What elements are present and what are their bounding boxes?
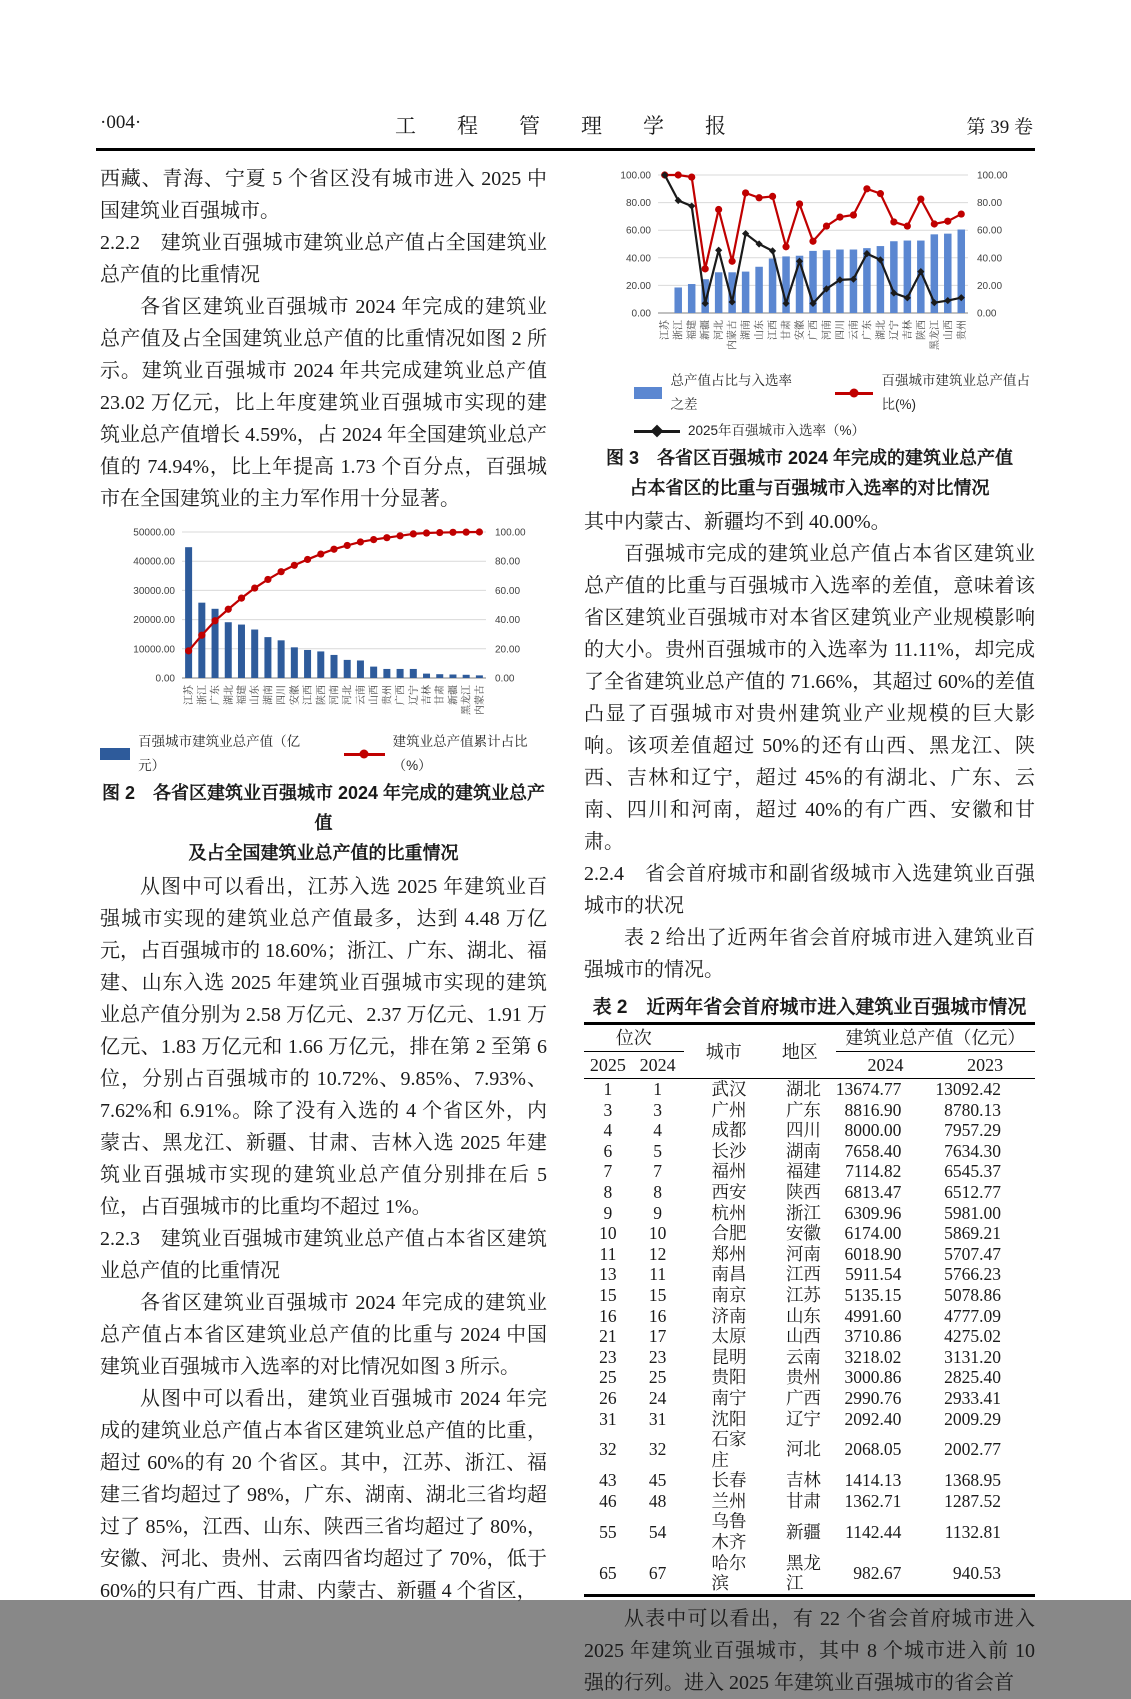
line-swatch-icon xyxy=(835,392,874,395)
svg-text:湖北: 湖北 xyxy=(223,685,235,705)
table-row: 21 17 太原 山西 3710.86 4275.02 xyxy=(599,1326,1001,1347)
svg-text:内蒙古: 内蒙古 xyxy=(727,320,739,350)
svg-text:河南: 河南 xyxy=(821,320,833,340)
fig3-caption: 占本省区的比重与百强城市入选率的对比情况 xyxy=(629,478,990,498)
figure-3 xyxy=(584,163,1035,503)
col-header-rank-2025: 2025 xyxy=(584,1052,632,1079)
fig3-caption: 图 3 各省区百强城市 2024 年完成的建筑业总产值 xyxy=(605,448,1014,468)
svg-text:安徽: 安徽 xyxy=(289,685,301,705)
table-row: 65 67 哈尔滨 黑龙江 982.67 940.53 xyxy=(599,1552,1001,1594)
fig2-caption: 及占全国建筑业总产值的比重情况 xyxy=(188,843,459,863)
svg-text:山西: 山西 xyxy=(369,685,381,705)
paragraph: 从表中可以看出，有 22 个省会首府城市进入 2025 年建筑业百强城市，其中 8 个城市进入前 10 强的行列。进入 2025 年建筑业百强城市的省会首 xyxy=(584,1607,1035,1694)
svg-text:广东: 广东 xyxy=(862,320,874,340)
legend-label: 总产值占比与入选率之差 xyxy=(670,373,792,412)
svg-text:吉林: 吉林 xyxy=(422,685,434,705)
col-header-city: 城市 xyxy=(684,1024,764,1079)
svg-text:广西: 广西 xyxy=(808,320,820,340)
page-number: ·004· xyxy=(100,112,142,133)
fig2-legend xyxy=(100,730,547,778)
svg-text:陕西: 陕西 xyxy=(916,320,928,340)
section-heading-222: 2.2.2 建筑业百强城市建筑业总产值占全国建筑业总产值的比重情况 xyxy=(100,232,547,286)
svg-text:河南: 河南 xyxy=(329,685,341,705)
line-swatch-icon xyxy=(634,430,680,433)
svg-text:河北: 河北 xyxy=(714,320,726,340)
bar-swatch-icon xyxy=(100,748,130,760)
svg-text:60.00: 60.00 xyxy=(495,585,521,597)
svg-text:福建: 福建 xyxy=(236,685,248,705)
svg-text:辽宁: 辽宁 xyxy=(889,320,901,340)
paragraph: 从图中可以看出，江苏入选 2025 年建筑业百强城市实现的建筑业总产值最多，达到 4.48 万亿元，占百强城市的 18.60%；浙江、广东、湖北、福建、山东入选 2025 年建筑业百强城市实现的建筑业总产值分别为 2.58 万亿元、2.37 万亿元、1.91 万亿元、1.83 万亿元和 1.66 万亿元，排在第 2 至第 6 位，分别占百强城市的 10.72%、9.85%、7.93%、7.62%和 6.91%。除了没有入选的 4 个省区外，内蒙古、黑龙江、新疆、甘肃、吉林入选 2025 年建筑业百强城市实现的建筑业总产值分别排在后 5 位，占百强城市的比重均不超过 1%。 xyxy=(100,876,547,1218)
table-row: 13 11 南昌 江西 5911.54 5766.23 xyxy=(599,1264,1001,1285)
figure-2 xyxy=(100,520,547,868)
table-row: 15 15 南京 江苏 5135.15 5078.86 xyxy=(599,1284,1001,1305)
paragraph: 从图中可以看出，建筑业百强城市 2024 年完成的建筑业总产值占本省区建筑业总产值的比重，超过 60%的有 20 个省区。其中，江苏、浙江、福建三省均超过了 98%，广东、湖南、湖北三省均超过了 85%，江西、山东、陕西三省均超过了 80%，安徽、河北、贵州、云南四省均超过了 70%，低于 60%的只有广西、甘肃、内蒙古、新疆 4 个省区， xyxy=(100,1388,547,1602)
svg-text:80.00: 80.00 xyxy=(977,198,1003,210)
table-row: 46 48 兰州 甘肃 1362.71 1287.52 xyxy=(599,1490,1001,1511)
left-column xyxy=(100,163,547,1607)
svg-text:贵州: 贵州 xyxy=(956,320,968,340)
legend-item xyxy=(835,369,1035,417)
svg-text:福建: 福建 xyxy=(687,320,699,340)
svg-text:20000.00: 20000.00 xyxy=(133,615,175,627)
table-row: 25 25 贵阳 贵州 3000.86 2825.40 xyxy=(599,1367,1001,1388)
svg-text:山东: 山东 xyxy=(754,320,766,340)
line-swatch-icon xyxy=(344,753,385,756)
svg-text:山东: 山东 xyxy=(250,685,262,705)
svg-text:浙江: 浙江 xyxy=(197,685,209,705)
table2-title: 表 2 近两年省会首府城市进入建筑业百强城市情况 xyxy=(592,997,1027,1018)
table-row: 4 4 成都 四川 8000.00 7957.29 xyxy=(603,1120,1001,1141)
table-row: 11 12 郑州 河南 6018.90 5707.47 xyxy=(599,1243,1001,1264)
svg-text:云南: 云南 xyxy=(355,685,367,705)
svg-text:0.00: 0.00 xyxy=(155,673,175,685)
svg-text:新疆: 新疆 xyxy=(448,685,460,705)
right-column xyxy=(584,158,1035,1699)
header-rule xyxy=(96,148,1035,151)
bar-swatch-icon xyxy=(634,387,662,399)
journal-title: 工 程 管 理 学 报 xyxy=(395,114,736,138)
paragraph: 其中内蒙古、新疆均不到 40.00%。 xyxy=(584,511,891,533)
table-row: 3 3 广州 广东 8816.90 8780.13 xyxy=(603,1099,1001,1120)
svg-text:0.00: 0.00 xyxy=(977,308,997,320)
paragraph: 百强城市完成的建筑业总产值占本省区建筑业总产值的比重与百强城市入选率的差值，意味着该省区建筑业百强城市对本省区建筑业产业规模影响的大小。贵州百强城市的入选率为 11.11%，却完成了全省建筑业总产值的 71.66%，其超过 60%的差值凸显了百强城市对贵州建筑业产业规模的巨大影响。该项差值超过 50%的还有山西、黑龙江、陕西、吉林和辽宁，超过 45%的有湖北、广东、云南、四川和河南，超过 40%的有广西、安徽和甘肃。 xyxy=(584,543,1035,853)
svg-text:陕西: 陕西 xyxy=(316,685,328,705)
svg-text:四川: 四川 xyxy=(276,685,288,705)
svg-text:100.00: 100.00 xyxy=(495,527,526,539)
col-header-rank-2024: 2024 xyxy=(632,1052,684,1079)
legend-label: 2025年百强城市入选率（%） xyxy=(688,423,866,438)
table-row: 26 24 南宁 广西 2990.76 2933.41 xyxy=(599,1387,1001,1408)
combo-chart-fig3 xyxy=(584,163,1035,367)
fig3-legend-row1 xyxy=(584,369,1035,417)
svg-text:湖北: 湖北 xyxy=(875,320,887,340)
table-row: 6 5 长沙 湖南 7658.40 7634.30 xyxy=(603,1140,1001,1161)
svg-text:20.00: 20.00 xyxy=(625,280,651,292)
table-row: 10 10 合肥 安徽 6174.00 5869.21 xyxy=(599,1223,1001,1244)
svg-text:湖南: 湖南 xyxy=(741,320,753,340)
paragraph: 各省区建筑业百强城市 2024 年完成的建筑业总产值及占全国建筑业总产值的比重情况如图 2 所示。建筑业百强城市 2024 年共完成建筑业总产值 23.02 万亿元，比上年度建筑业百强城市实现的建筑业总产值增长 4.59%，占 2024 年全国建筑业总产值的 74.94%，比上年提高 1.73 个百分点，百强城市在全国建筑业的主力军作用十分显著。 xyxy=(100,296,547,510)
svg-text:0.00: 0.00 xyxy=(495,673,515,685)
table2-body xyxy=(584,1079,1035,1596)
svg-text:黑龙江: 黑龙江 xyxy=(929,320,941,350)
svg-text:新疆: 新疆 xyxy=(700,320,712,340)
volume-label: 第 39 卷 xyxy=(966,117,1033,138)
svg-text:广西: 广西 xyxy=(395,685,407,705)
svg-text:40.00: 40.00 xyxy=(625,253,651,265)
svg-text:浙江: 浙江 xyxy=(673,320,685,340)
paragraph: 表 2 给出了近两年省会首府城市进入建筑业百强城市的情况。 xyxy=(584,927,1035,981)
legend-label: 百强城市建筑业总产值占比(%) xyxy=(881,373,1030,412)
svg-text:贵州: 贵州 xyxy=(382,685,394,705)
svg-text:吉林: 吉林 xyxy=(902,320,914,340)
svg-text:0.00: 0.00 xyxy=(631,308,651,320)
svg-text:20.00: 20.00 xyxy=(977,280,1003,292)
fig2-caption: 图 2 各省区建筑业百强城市 2024 年完成的建筑业总产值 xyxy=(101,783,546,833)
svg-text:内蒙古: 内蒙古 xyxy=(474,685,486,715)
table-row: 7 7 福州 福建 7114.82 6545.37 xyxy=(603,1161,1001,1182)
legend-label: 建筑业总产值累计占比（%） xyxy=(392,734,528,773)
svg-text:云南: 云南 xyxy=(848,320,860,340)
svg-text:湖南: 湖南 xyxy=(263,685,275,705)
col-header-region: 地区 xyxy=(764,1024,836,1079)
legend-item xyxy=(634,419,865,443)
table-row: 1 1 武汉 湖北 13674.77 13092.42 xyxy=(603,1079,1001,1099)
svg-text:60.00: 60.00 xyxy=(625,225,651,237)
svg-text:甘肃: 甘肃 xyxy=(435,685,447,705)
svg-text:50000.00: 50000.00 xyxy=(133,527,175,539)
svg-text:40.00: 40.00 xyxy=(495,615,521,627)
table-row: 8 8 西安 陕西 6813.47 6512.77 xyxy=(603,1181,1001,1202)
svg-text:江苏: 江苏 xyxy=(660,320,672,340)
svg-text:黑龙江: 黑龙江 xyxy=(461,685,473,715)
svg-text:100.00: 100.00 xyxy=(977,170,1008,182)
pareto-chart-fig2 xyxy=(100,520,547,728)
section-heading-223: 2.2.3 建筑业百强城市建筑业总产值占本省区建筑业总产值的比重情况 xyxy=(100,1228,547,1282)
legend-item xyxy=(100,730,306,778)
legend-item xyxy=(634,369,795,417)
table-row: 16 16 济南 山东 4991.60 4777.09 xyxy=(599,1305,1001,1326)
table-row: 23 23 昆明 云南 3218.02 3131.20 xyxy=(599,1346,1001,1367)
svg-text:广东: 广东 xyxy=(210,685,222,705)
section-heading-224: 2.2.4 省会首府城市和副省级城市入选建筑业百强城市的状况 xyxy=(584,863,1035,917)
legend-label: 百强城市建筑业总产值（亿元） xyxy=(138,734,301,773)
paragraph: 各省区建筑业百强城市 2024 年完成的建筑业总产值占本省区建筑业总产值的比重与 2024 中国建筑业百强城市入选率的对比情况如图 3 所示。 xyxy=(100,1292,547,1378)
col-header-output-2024: 2024 xyxy=(836,1052,936,1079)
col-header-rank-group: 位次 xyxy=(584,1024,684,1052)
svg-text:40.00: 40.00 xyxy=(977,253,1003,265)
svg-text:甘肃: 甘肃 xyxy=(781,320,793,340)
svg-text:80.00: 80.00 xyxy=(495,556,521,568)
svg-text:江西: 江西 xyxy=(303,685,315,705)
col-header-output-2023: 2023 xyxy=(935,1052,1035,1079)
svg-text:100.00: 100.00 xyxy=(620,170,651,182)
table-row: 31 31 沈阳 辽宁 2092.40 2009.29 xyxy=(599,1408,1001,1429)
col-header-output-group: 建筑业总产值（亿元） xyxy=(836,1024,1035,1052)
svg-text:四川: 四川 xyxy=(835,320,847,340)
paragraph: 西藏、青海、宁夏 5 个省区没有城市进入 2025 中国建筑业百强城市。 xyxy=(100,168,547,222)
svg-text:山西: 山西 xyxy=(943,320,955,340)
svg-text:30000.00: 30000.00 xyxy=(133,585,175,597)
table-row: 9 9 杭州 浙江 6309.96 5981.00 xyxy=(603,1202,1001,1223)
table-row: 32 32 石家庄 河北 2068.05 2002.77 xyxy=(599,1429,1001,1470)
svg-text:江西: 江西 xyxy=(768,320,780,340)
svg-text:40000.00: 40000.00 xyxy=(133,556,175,568)
table2 xyxy=(584,1022,1035,1597)
svg-text:60.00: 60.00 xyxy=(977,225,1003,237)
table-row: 43 45 长春 吉林 1414.13 1368.95 xyxy=(599,1470,1001,1491)
legend-item xyxy=(344,730,547,778)
svg-text:河北: 河北 xyxy=(342,685,354,705)
svg-text:江苏: 江苏 xyxy=(184,685,196,705)
svg-text:辽宁: 辽宁 xyxy=(408,685,420,705)
svg-text:安徽: 安徽 xyxy=(795,320,807,340)
fig3-legend-row2 xyxy=(584,419,1035,443)
svg-text:20.00: 20.00 xyxy=(495,644,521,656)
table-row: 55 54 乌鲁木齐 新疆 1142.44 1132.81 xyxy=(599,1511,1001,1553)
svg-text:80.00: 80.00 xyxy=(625,198,651,210)
svg-text:10000.00: 10000.00 xyxy=(133,644,175,656)
